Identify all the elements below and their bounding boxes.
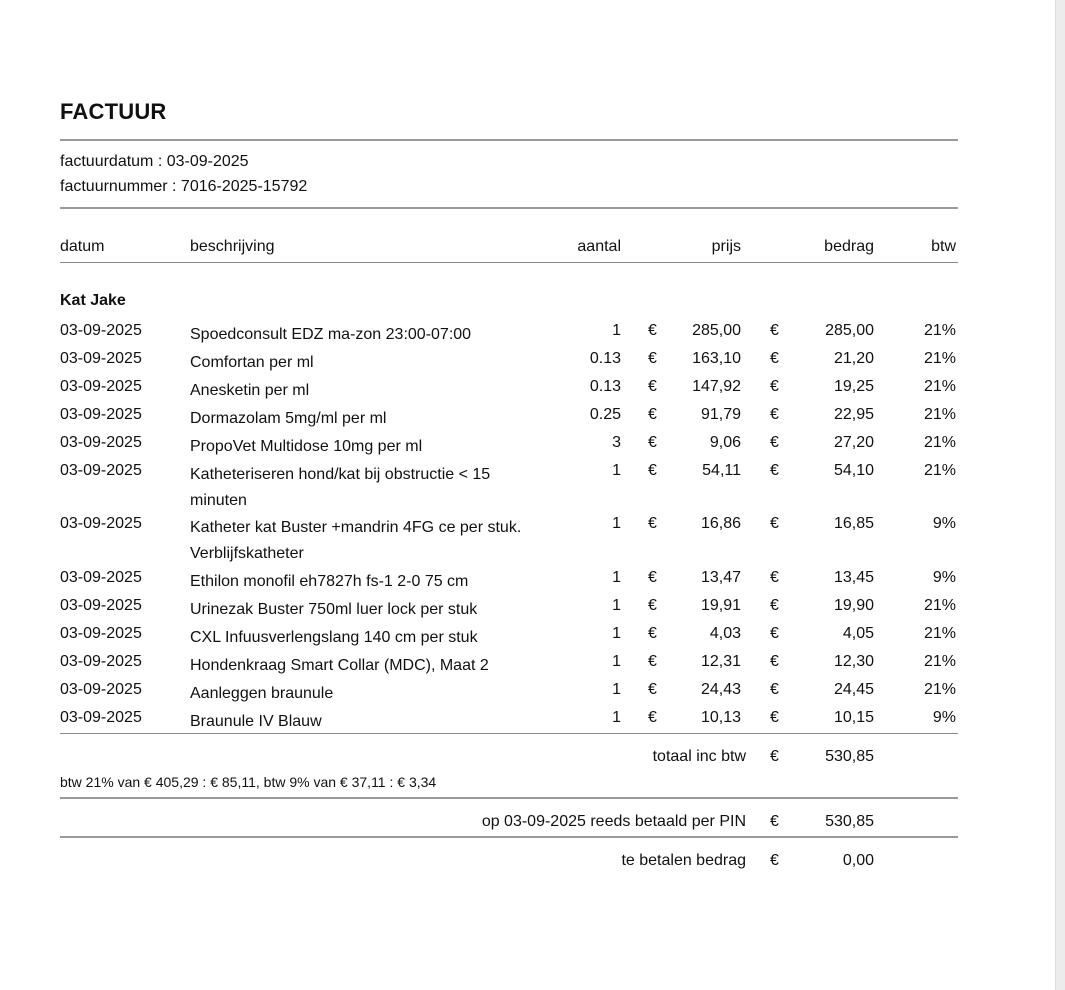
item-quantity: 0.25: [589, 406, 621, 423]
item-price: 4,03: [709, 625, 741, 642]
col-header-vat: btw: [931, 238, 956, 255]
item-quantity: 0.13: [589, 378, 621, 395]
divider: [60, 262, 958, 263]
item-price: 54,11: [702, 462, 741, 479]
item-amount: 10,15: [833, 709, 874, 726]
col-header-quantity: aantal: [577, 238, 621, 255]
currency-symbol: €: [770, 813, 779, 830]
currency-symbol: €: [770, 434, 779, 451]
item-amount: 22,95: [833, 406, 874, 423]
item-vat: 21%: [923, 434, 956, 451]
item-date: 03-09-2025: [60, 653, 142, 670]
currency-symbol: €: [648, 709, 657, 726]
item-date: 03-09-2025: [60, 322, 142, 339]
total-label: totaal inc btw: [652, 748, 746, 765]
item-quantity: 1: [612, 569, 621, 586]
currency-symbol: €: [648, 681, 657, 698]
invoice-date: factuurdatum : 03-09-2025: [60, 153, 249, 170]
item-date: 03-09-2025: [60, 434, 142, 451]
total-value: 530,85: [825, 748, 874, 765]
item-description: Spoedconsult EDZ ma-zon 23:00-07:00: [190, 326, 472, 343]
item-amount: 54,10: [833, 462, 874, 479]
item-date: 03-09-2025: [60, 462, 142, 479]
currency-symbol: €: [770, 350, 779, 367]
item-date: 03-09-2025: [60, 406, 142, 423]
item-vat: 21%: [923, 322, 956, 339]
item-amount: 21,20: [833, 350, 874, 367]
item-date: 03-09-2025: [60, 515, 142, 532]
item-vat: 21%: [923, 350, 956, 367]
paid-value: 530,85: [825, 813, 874, 830]
item-price: 24,43: [700, 681, 741, 698]
currency-symbol: €: [648, 350, 657, 367]
item-amount: 19,25: [833, 378, 874, 395]
item-quantity: 1: [612, 625, 621, 642]
item-vat: 21%: [923, 653, 956, 670]
currency-symbol: €: [648, 406, 657, 423]
currency-symbol: €: [770, 378, 779, 395]
item-quantity: 1: [612, 709, 621, 726]
item-date: 03-09-2025: [60, 681, 142, 698]
currency-symbol: €: [648, 625, 657, 642]
item-amount: 19,90: [833, 597, 874, 614]
item-price: 285,00: [692, 322, 741, 339]
currency-symbol: €: [770, 406, 779, 423]
item-amount: 13,45: [833, 569, 874, 586]
currency-symbol: €: [770, 625, 779, 642]
item-date: 03-09-2025: [60, 350, 142, 367]
item-description: PropoVet Multidose 10mg per ml: [190, 438, 423, 455]
item-description: Katheteriseren hond/kat bij obstructie < 15 minuten: [190, 466, 491, 509]
item-quantity: 1: [612, 681, 621, 698]
item-quantity: 1: [612, 322, 621, 339]
item-vat: 21%: [923, 625, 956, 642]
paid-label: op 03-09-2025 reeds betaald per PIN: [481, 813, 746, 830]
currency-symbol: €: [648, 515, 657, 532]
col-header-price: prijs: [711, 238, 741, 255]
item-description: Hondenkraag Smart Collar (MDC), Maat 2: [190, 657, 489, 674]
currency-symbol: €: [770, 597, 779, 614]
currency-symbol: €: [648, 569, 657, 586]
currency-symbol: €: [770, 322, 779, 339]
item-vat: 21%: [923, 378, 956, 395]
item-price: 163,10: [692, 350, 741, 367]
item-date: 03-09-2025: [60, 597, 142, 614]
currency-symbol: €: [648, 462, 657, 479]
item-price: 9,06: [709, 434, 741, 451]
item-vat: 21%: [923, 681, 956, 698]
item-date: 03-09-2025: [60, 625, 142, 642]
item-date: 03-09-2025: [60, 569, 142, 586]
item-price: 16,86: [700, 515, 741, 532]
due-label: te betalen bedrag: [621, 852, 746, 869]
item-quantity: 1: [612, 653, 621, 670]
item-amount: 24,45: [833, 681, 874, 698]
item-date: 03-09-2025: [60, 709, 142, 726]
currency-symbol: €: [648, 597, 657, 614]
item-description: Comfortan per ml: [190, 354, 314, 371]
currency-symbol: €: [648, 322, 657, 339]
col-header-date: datum: [60, 238, 105, 255]
currency-symbol: €: [770, 709, 779, 726]
divider: [60, 139, 958, 141]
currency-symbol: €: [770, 852, 779, 869]
item-amount: 27,20: [833, 434, 874, 451]
item-price: 10,13: [700, 709, 741, 726]
item-vat: 9%: [932, 515, 956, 532]
item-description: Ethilon monofil eh7827h fs-1 2-0 75 cm: [190, 573, 469, 590]
item-quantity: 0.13: [589, 350, 621, 367]
currency-symbol: €: [648, 434, 657, 451]
item-vat: 21%: [923, 406, 956, 423]
currency-symbol: €: [770, 681, 779, 698]
item-price: 19,91: [700, 597, 741, 614]
item-description: Anesketin per ml: [190, 382, 310, 399]
currency-symbol: €: [770, 748, 779, 765]
item-quantity: 3: [612, 434, 621, 451]
patient-name: Kat Jake: [60, 292, 126, 309]
item-description: Katheter kat Buster +mandrin 4FG ce per stuk. Verblijfskatheter: [190, 519, 522, 562]
item-price: 12,31: [700, 653, 741, 670]
item-quantity: 1: [612, 597, 621, 614]
item-date: 03-09-2025: [60, 378, 142, 395]
currency-symbol: €: [770, 462, 779, 479]
vat-breakdown: btw 21% van € 405,29 : € 85,11, btw 9% van € 37,11 : € 3,34: [60, 774, 437, 790]
item-quantity: 1: [612, 462, 621, 479]
item-price: 147,92: [692, 378, 741, 395]
col-header-amount: bedrag: [824, 238, 874, 255]
scrollbar-track[interactable]: [1055, 0, 1065, 990]
divider: [60, 797, 958, 799]
item-description: Urinezak Buster 750ml luer lock per stuk: [190, 601, 478, 618]
item-price: 13,47: [700, 569, 741, 586]
item-amount: 4,05: [842, 625, 874, 642]
item-price: 91,79: [700, 406, 741, 423]
invoice-title: FACTUUR: [60, 99, 167, 124]
item-amount: 12,30: [833, 653, 874, 670]
currency-symbol: €: [648, 378, 657, 395]
item-vat: 21%: [923, 462, 956, 479]
item-description: Braunule IV Blauw: [190, 713, 322, 730]
divider: [60, 836, 958, 838]
item-vat: 21%: [923, 597, 956, 614]
currency-symbol: €: [770, 653, 779, 670]
item-vat: 9%: [932, 709, 956, 726]
currency-symbol: €: [770, 515, 779, 532]
item-amount: 285,00: [825, 322, 874, 339]
currency-symbol: €: [648, 653, 657, 670]
invoice-number: factuurnummer : 7016-2025-15792: [60, 178, 308, 195]
col-header-description: beschrijving: [190, 238, 275, 255]
item-vat: 9%: [932, 569, 956, 586]
divider: [60, 207, 958, 209]
divider: [60, 733, 958, 734]
item-description: Dormazolam 5mg/ml per ml: [190, 410, 387, 427]
item-description: CXL Infuusverlengslang 140 cm per stuk: [190, 629, 478, 646]
item-description: Aanleggen braunule: [190, 685, 334, 702]
due-value: 0,00: [842, 852, 874, 869]
currency-symbol: €: [770, 569, 779, 586]
item-amount: 16,85: [833, 515, 874, 532]
item-quantity: 1: [612, 515, 621, 532]
